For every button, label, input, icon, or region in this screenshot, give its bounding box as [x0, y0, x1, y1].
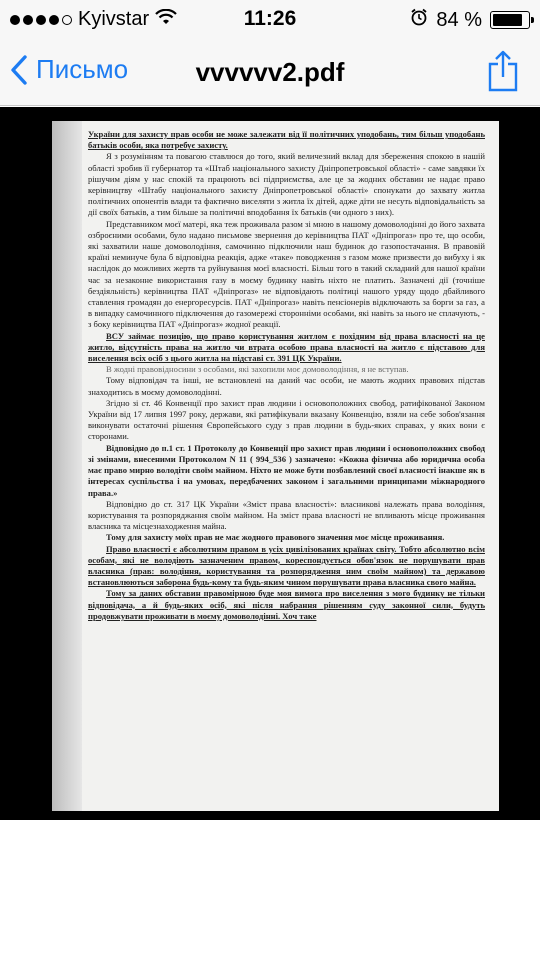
pdf-page-text	[88, 129, 485, 622]
doc-paragraph: Тому відповідач та інші, не встановлені на даний час особи, не мають жодних правових підстав знаходитись в моєму домоволодінні.	[88, 375, 485, 397]
doc-paragraph: Тому для захисту моїх прав не має жодного правового значення моє місце проживання.	[106, 532, 445, 543]
doc-paragraph: України для захисту прав особи не може залежати від її політичних уподобань, тим більш уподобань батьків особи, яка потребує захисту.	[88, 129, 485, 151]
pdf-page[interactable]	[52, 121, 499, 811]
doc-paragraph: В жодні правовідносини з особами, які захопили моє домоволодіння, я не вступав.	[106, 364, 409, 375]
back-button-label: Письмо	[36, 54, 129, 84]
battery-icon	[490, 11, 530, 29]
doc-paragraph: Відповідно до ст. 317 ЦК України «Зміст права власності»: власникові належать права володіння, користування та розпоряджання своїм майном. На зміст права власності не впливають місце проживання власника та місцезнаходження майна.	[88, 498, 485, 532]
bottom-blank-area	[0, 820, 540, 960]
battery-fill	[493, 14, 522, 26]
pdf-viewer[interactable]	[0, 107, 540, 820]
doc-paragraph: ВСУ займає позицію, що право користування житлом є похідним від права власності на це житло, відсутність права на житло чи втрата особою права власності на житло є підставою для виселення всіх осіб з цього житла на підставі ст. 391 ЦК України.	[88, 330, 485, 364]
status-time: 11:26	[243, 7, 297, 30]
doc-paragraph: Згідно зі ст. 46 Конвенції про захист прав людини і основоположних свобод, ратифікованої Законом України від 17 липня 1997 року, держави, які ратифікували вказану Конвенцію, взяли на себе зобов'язання виконувати остаточні рішення Європейського суду з прав людини в будь-яких справах, у яких вони є сторонами.	[88, 397, 485, 442]
carrier-name: Kyivstar	[78, 8, 150, 30]
alarm-clock-icon	[410, 8, 428, 32]
doc-paragraph: Відповідно до п.1 ст. 1 Протоколу до Конвенції про захист прав людини і основоположних свобод зі змінами, внесеними Протоколом N 11 ( 994_536 ) зазначено: «Кожна фізична або юридична особа має право мирно володіти своїм майном. Ніхто не може бути позбавлений своєї власності інакше як в інтересах суспільства і на умовах, передбачених законом і загальними принципами міжнародного права.»	[88, 442, 485, 498]
doc-paragraph: Право власності є абсолютним правом в усіх цивілізованих країнах світу. Тобто абсолютно всім особам, які не володіють зазначеним правом, кореспондується обов'язок не порушувати прав власника (прав: володіння, користування та розпорядження ним своїм майном) та державою встановлюються заборона будь-кому та будь-яким чином порушувати права власника свого майна.	[88, 543, 485, 588]
status-right	[410, 8, 530, 32]
share-icon	[488, 50, 518, 92]
nav-bar	[0, 38, 540, 106]
document-title: vvvvvv2.pdf	[195, 57, 345, 87]
doc-paragraph: Тому за даних обставин правомірною буде моя вимога про виселення з мого будинку не тільки відповідача, а й будь-яких осіб, які після набрання рішенням суду законної сили, будуть продовжувати проживати в моєму домоволодінні. Хоч таке	[88, 588, 485, 621]
battery-percent: 84 %	[436, 8, 482, 31]
doc-paragraph: Представником моєї матері, яка теж проживала разом зі мною в нашому домоволодінні до його захвата озброєними особами, було надано письмове звернення до керівництва ПАТ «Дніпрогаз» про те, що особи, які захватили наше домоволодіння, самочинно підключили наш будинок до газопостачання. В правовій країні неминуче була б відповідна реакція, адже «таке» поводження з газом може призвести до вибуху і як наслідок до можливих жертв та руйнування моєї власності. Більш того в такий складний для нашої країни час за незаконне використання газу в моєму будинку навіть ніхто не платить. Зазначені дії (точніше бездіяльність) керівництва ПАТ «Дніпрогаз» не відповідають політиці нашого уряду щодо дбайливого ставлення громадян до енергоресурсів. ПАТ «Дніпрогаз» навіть пенсіонерів відключають за борги за газ, а в випадку самочинного підключення до газомережі сторонніми особами, які навіть за нього не сплачують, - з боку керівництва ПАТ «Дніпрогаз» жодної реакції.	[88, 218, 485, 330]
status-bar	[0, 0, 540, 38]
share-button[interactable]	[488, 50, 518, 97]
doc-paragraph: Я з розумінням та повагою ставлюся до того, який величезний вклад для збереження спокою в нашій області зробив її губернатор та «Штаб національного захисту Дніпропетровської області» - саме завдяки їх рішучим діям у нас спокій та працюють всі підприємства, але це за жодних обставин не надає право керівництву «Штабу національного захисту Дніпропетровської області» спонукати до захвату житла політичних опонентів влади та фактично виселяти з житла їх дітей, адже діти не несуть відповідальність за дії своїх батьків, а тим більше за політичні вподобання їх батьків (чи одного з них).	[88, 151, 485, 218]
